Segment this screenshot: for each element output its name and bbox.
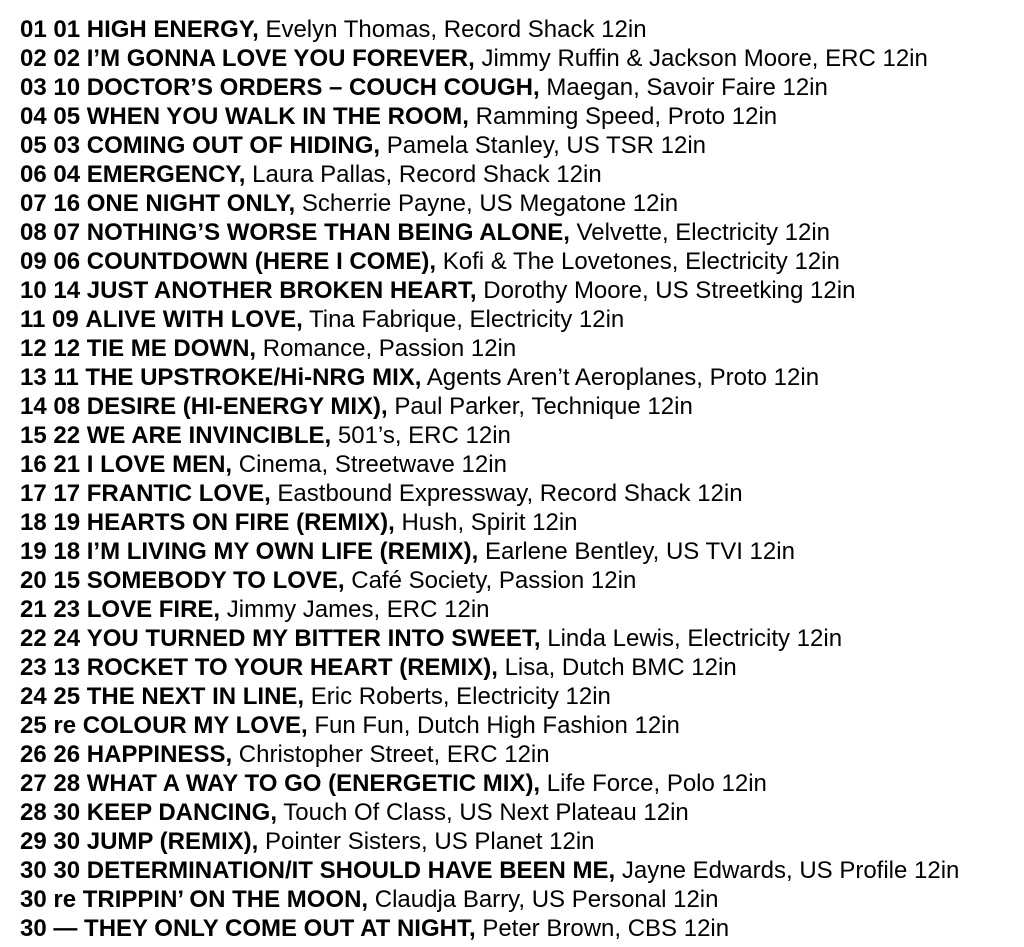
chart-entry [20,131,1014,160]
entry-title: KEEP DANCING, [86,799,278,826]
chart-entry [20,479,1014,508]
chart-entry [20,218,1014,247]
entry-credits: Christopher Street, ERC 12in [238,741,550,768]
chart-entry [20,914,1014,943]
chart-entry [20,856,1014,885]
chart-entry [20,247,1014,276]
chart-entry [20,798,1014,827]
chart-entry [20,740,1014,769]
entry-title: DESIRE (HI-ENERGY MIX), [86,393,388,420]
entry-last-week: 30 [53,857,81,884]
entry-position: 20 [20,567,47,594]
entry-title: NOTHING’S WORSE THAN BEING ALONE, [86,219,570,246]
entry-last-week: 25 [53,683,81,710]
entry-title: SOMEBODY TO LOVE, [86,567,345,594]
entry-credits: 501’s, ERC 12in [337,422,511,449]
entry-position: 08 [20,219,47,246]
entry-title: I’M LIVING MY OWN LIFE (REMIX), [86,538,479,565]
chart-entry [20,769,1014,798]
entry-position: 06 [20,161,47,188]
entry-title: HAPPINESS, [86,741,233,768]
entry-credits: Hush, Spirit 12in [401,509,578,536]
entry-last-week: re [53,886,77,913]
chart-entry [20,711,1014,740]
entry-title: LOVE FIRE, [86,596,221,623]
chart-entry [20,653,1014,682]
entry-title: I’M GONNA LOVE YOU FOREVER, [86,45,475,72]
chart-entry [20,595,1014,624]
entry-credits: Jimmy James, ERC 12in [226,596,490,623]
chart-entry [20,276,1014,305]
entry-title: I LOVE MEN, [86,451,233,478]
entry-credits: Velvette, Electricity 12in [576,219,830,246]
entry-title: WHEN YOU WALK IN THE ROOM, [86,103,469,130]
entry-credits: Jayne Edwards, US Profile 12in [621,857,960,884]
entry-last-week: 04 [53,161,81,188]
entry-position: 19 [20,538,47,565]
entry-last-week: 18 [53,538,81,565]
entry-credits: Maegan, Savoir Faire 12in [546,74,828,101]
entry-last-week: 30 [53,828,81,855]
chart-entry [20,450,1014,479]
entry-title: TRIPPIN’ ON THE MOON, [82,886,369,913]
entry-title: DETERMINATION/IT SHOULD HAVE BEEN ME, [86,857,616,884]
entry-credits: Romance, Passion 12in [262,335,517,362]
chart-entry [20,334,1014,363]
entry-position: 21 [20,596,47,623]
entry-last-week: 22 [53,422,81,449]
entry-credits: Fun Fun, Dutch High Fashion 12in [314,712,680,739]
chart-entry [20,15,1014,44]
chart-entry [20,160,1014,189]
entry-title: YOU TURNED MY BITTER INTO SWEET, [86,625,541,652]
entry-position: 01 [20,16,47,43]
entry-credits: Earlene Bentley, US TVI 12in [484,538,795,565]
entry-credits: Café Society, Passion 12in [351,567,637,594]
entry-title: FRANTIC LOVE, [86,480,271,507]
entry-position: 10 [20,277,47,304]
entry-credits: Life Force, Polo 12in [546,770,767,797]
chart-entry [20,537,1014,566]
entry-last-week: 15 [53,567,81,594]
entry-position: 15 [20,422,47,449]
entry-title: HIGH ENERGY, [86,16,259,43]
entry-position: 26 [20,741,47,768]
entry-position: 17 [20,480,47,507]
entry-position: 02 [20,45,47,72]
chart-entry [20,421,1014,450]
entry-credits: Touch Of Class, US Next Plateau 12in [283,799,689,826]
entry-position: 27 [20,770,47,797]
entry-credits: Paul Parker, Technique 12in [394,393,693,420]
entry-position: 24 [20,683,47,710]
entry-credits: Eastbound Expressway, Record Shack 12in [277,480,743,507]
entry-title: WHAT A WAY TO GO (ENERGETIC MIX), [86,770,541,797]
entry-position: 16 [20,451,47,478]
entry-title: EMERGENCY, [86,161,246,188]
entry-position: 14 [20,393,47,420]
entry-last-week: 12 [53,335,81,362]
entry-position: 23 [20,654,47,681]
entry-last-week: 11 [53,364,79,391]
entry-last-week: re [53,712,77,739]
entry-last-week: 03 [53,132,81,159]
entry-last-week: 17 [53,480,81,507]
entry-last-week: 21 [53,451,81,478]
entry-position: 11 [20,306,46,333]
entry-credits: Pointer Sisters, US Planet 12in [265,828,595,855]
entry-credits: Eric Roberts, Electricity 12in [310,683,611,710]
chart-entry [20,827,1014,856]
entry-title: THEY ONLY COME OUT AT NIGHT, [84,915,476,942]
entry-credits: Laura Pallas, Record Shack 12in [252,161,602,188]
entry-credits: Jimmy Ruffin & Jackson Moore, ERC 12in [481,45,928,72]
chart-entry [20,73,1014,102]
entry-credits: Lisa, Dutch BMC 12in [504,654,737,681]
entry-credits: Evelyn Thomas, Record Shack 12in [265,16,647,43]
entry-credits: Claudja Barry, US Personal 12in [374,886,719,913]
entry-credits: Dorothy Moore, US Streetking 12in [483,277,856,304]
entry-title: THE NEXT IN LINE, [86,683,305,710]
entry-last-week: 19 [53,509,81,536]
entry-last-week: 10 [53,74,81,101]
chart-entry [20,566,1014,595]
entry-credits: Agents Aren’t Aeroplanes, Proto 12in [426,364,820,391]
entry-title: COUNTDOWN (HERE I COME), [86,248,437,275]
entry-position: 13 [20,364,47,391]
entry-last-week: 23 [53,596,81,623]
entry-last-week: 06 [53,248,81,275]
entry-last-week: 28 [53,770,81,797]
chart-entry [20,682,1014,711]
entry-position: 09 [20,248,47,275]
entry-position: 25 [20,712,47,739]
entry-title: ONE NIGHT ONLY, [86,190,296,217]
chart-entry [20,885,1014,914]
entry-position: 28 [20,799,47,826]
entry-last-week: 24 [53,625,81,652]
entry-position: 30 [20,915,47,942]
entry-title: WE ARE INVINCIBLE, [86,422,332,449]
entry-position: 12 [20,335,47,362]
entry-position: 05 [20,132,47,159]
entry-last-week: 05 [53,103,81,130]
entry-last-week: 14 [53,277,81,304]
entry-title: JUMP (REMIX), [86,828,259,855]
entry-credits: Peter Brown, CBS 12in [482,915,730,942]
entry-last-week: 09 [52,306,79,333]
entry-credits: Ramming Speed, Proto 12in [475,103,778,130]
entry-last-week: 13 [53,654,81,681]
entry-position: 07 [20,190,47,217]
entry-position: 18 [20,509,47,536]
entry-position: 04 [20,103,47,130]
entry-credits: Cinema, Streetwave 12in [238,451,507,478]
entry-title: DOCTOR’S ORDERS – COUCH COUGH, [86,74,540,101]
entry-position: 30 [20,857,47,884]
entry-position: 22 [20,625,47,652]
entry-title: THE UPSTROKE/Hi-NRG MIX, [85,364,422,391]
entry-position: 03 [20,74,47,101]
chart-entry [20,189,1014,218]
entry-last-week: 02 [53,45,81,72]
entry-last-week: 08 [53,393,81,420]
entry-credits: Kofi & The Lovetones, Electricity 12in [442,248,840,275]
entry-title: COLOUR MY LOVE, [82,712,308,739]
entry-credits: Linda Lewis, Electricity 12in [547,625,843,652]
entry-last-week: 01 [53,16,81,43]
entry-credits: Tina Fabrique, Electricity 12in [309,306,625,333]
entry-last-week: 07 [53,219,81,246]
entry-title: TIE ME DOWN, [86,335,257,362]
entry-title: ROCKET TO YOUR HEART (REMIX), [86,654,498,681]
entry-last-week: — [53,915,78,942]
entry-title: JUST ANOTHER BROKEN HEART, [86,277,477,304]
entry-last-week: 26 [53,741,81,768]
entry-credits: Scherrie Payne, US Megatone 12in [301,190,679,217]
entry-title: HEARTS ON FIRE (REMIX), [86,509,395,536]
entry-title: COMING OUT OF HIDING, [86,132,381,159]
chart-entry [20,392,1014,421]
entry-last-week: 30 [53,799,81,826]
chart-entry [20,305,1014,334]
entry-title: ALIVE WITH LOVE, [85,306,303,333]
chart-entry [20,363,1014,392]
entry-position: 30 [20,886,47,913]
chart-entry [20,44,1014,73]
chart-entry [20,102,1014,131]
entry-last-week: 16 [53,190,81,217]
entry-credits: Pamela Stanley, US TSR 12in [386,132,707,159]
entry-position: 29 [20,828,47,855]
chart-entry [20,508,1014,537]
chart-entry [20,624,1014,653]
